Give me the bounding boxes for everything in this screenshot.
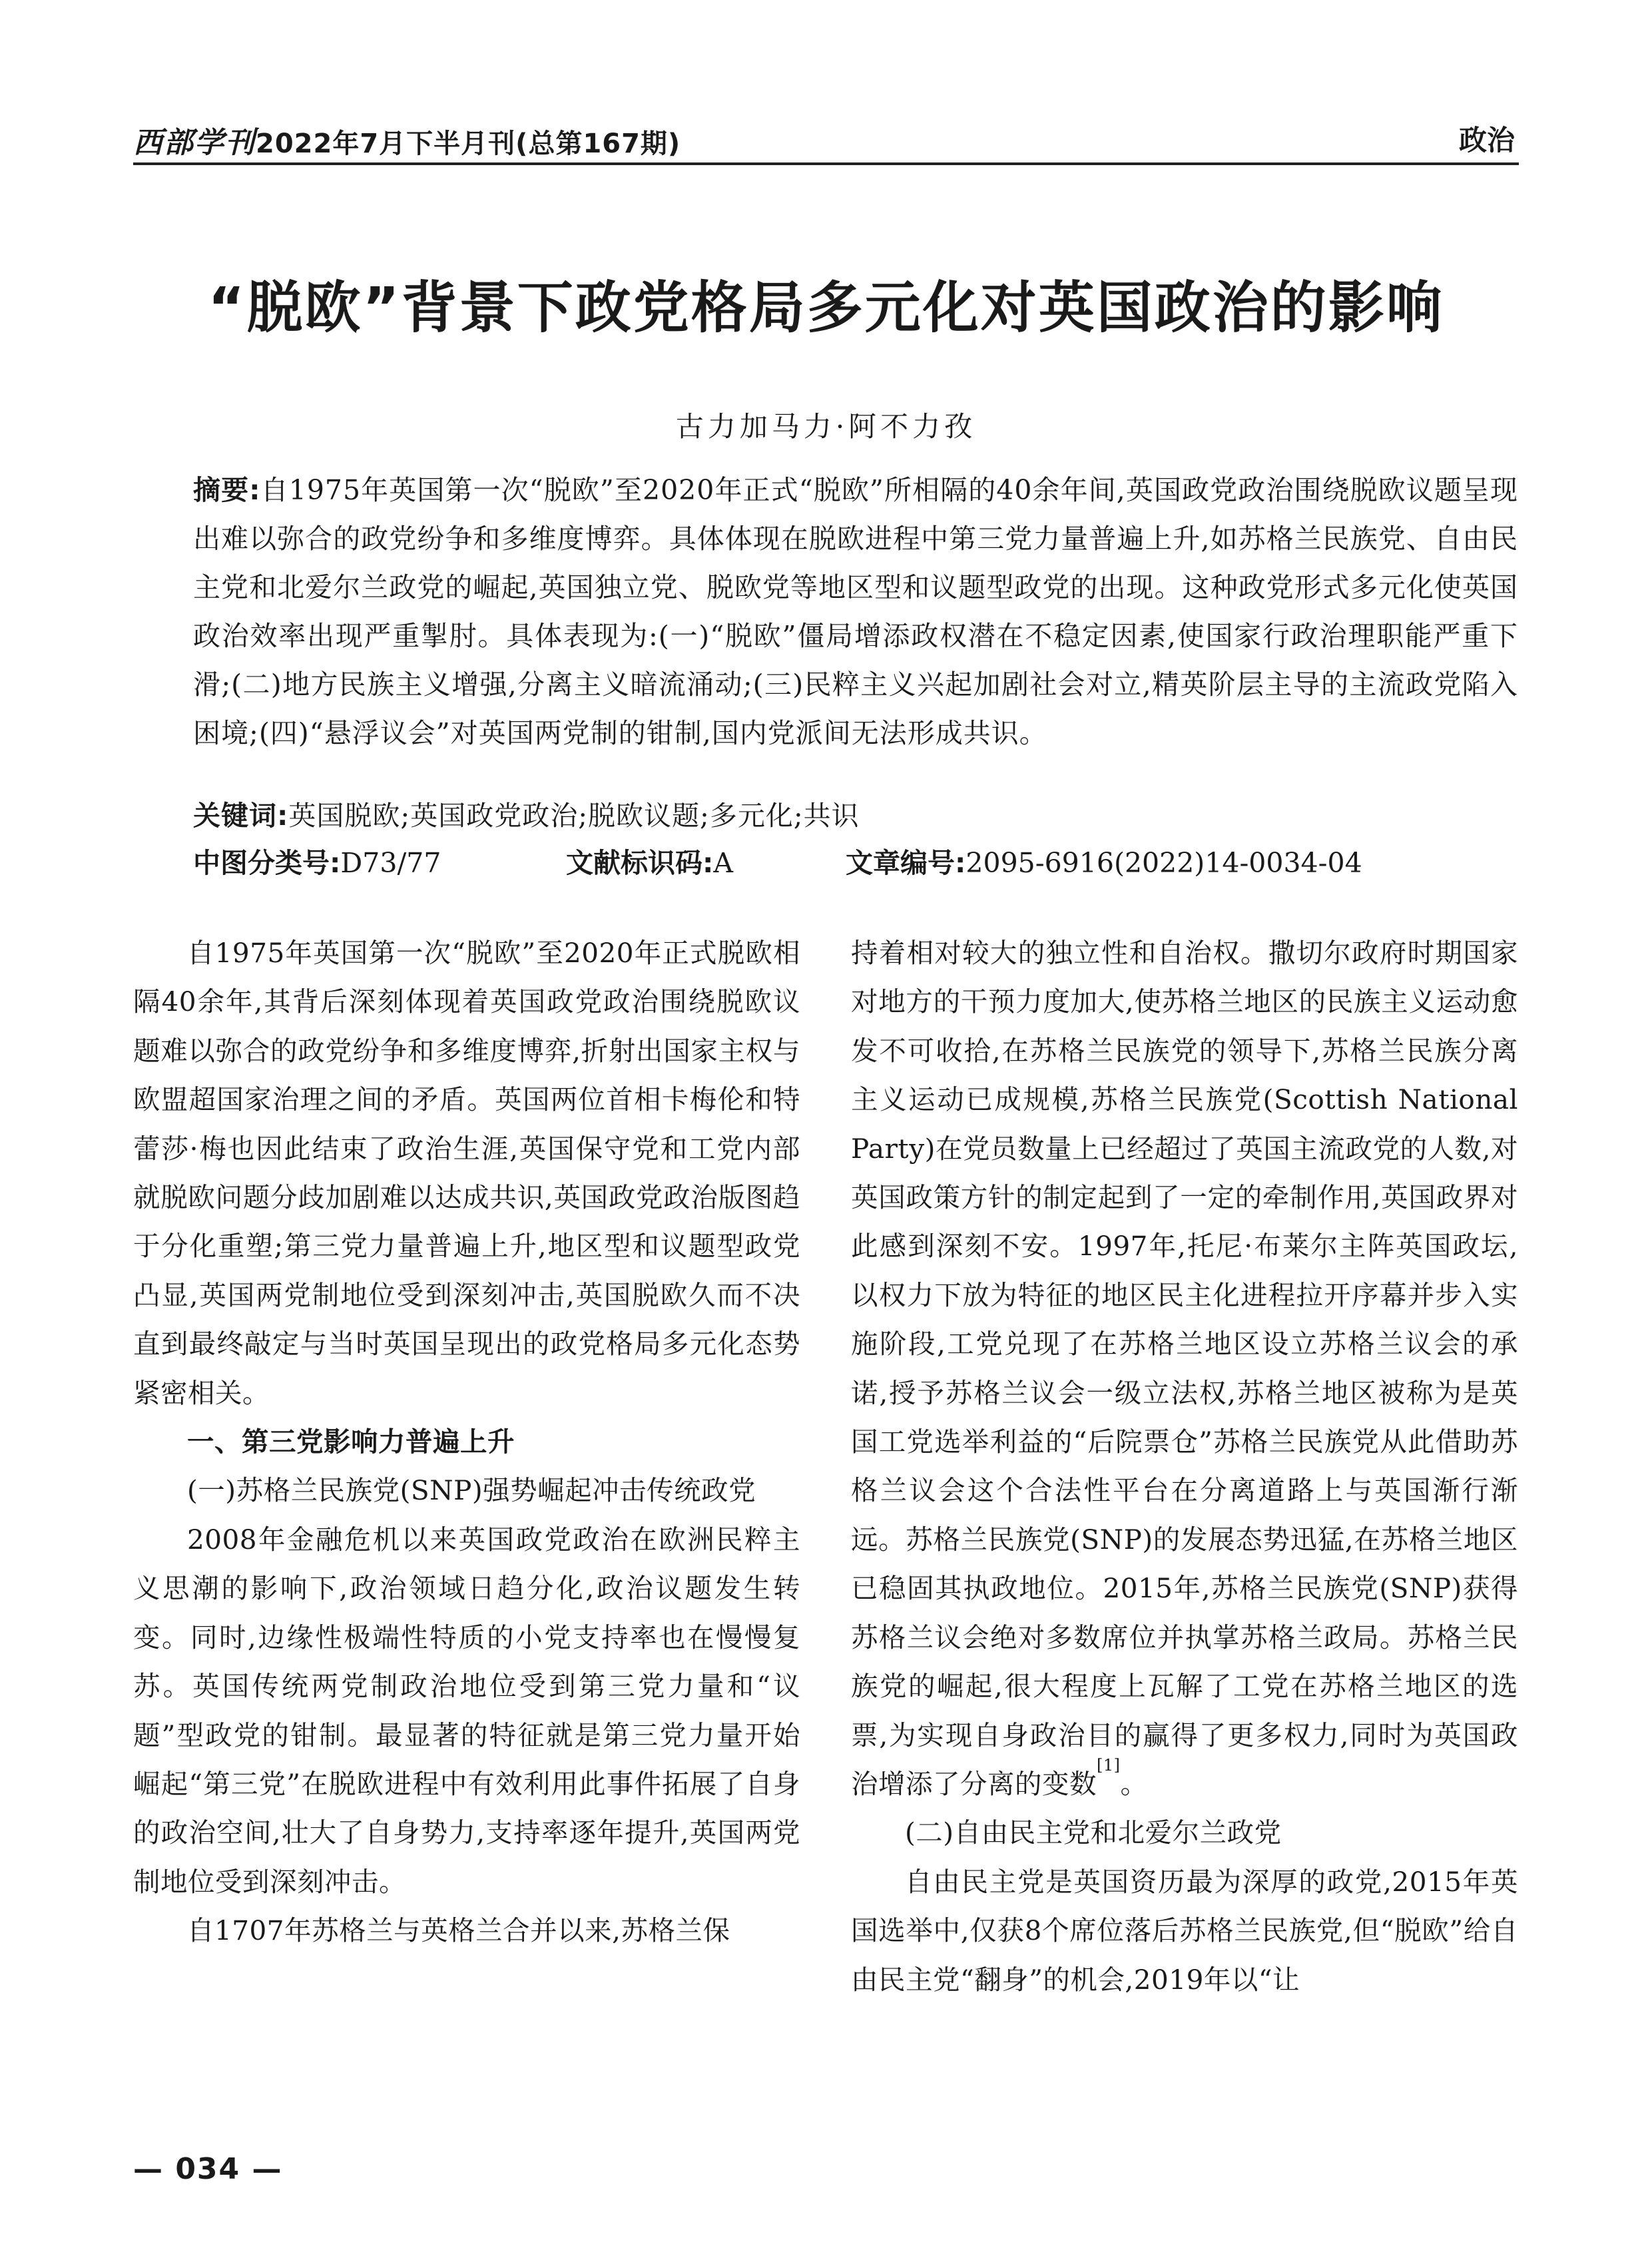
body-column-left [133,929,800,1956]
doc-value: A [713,847,734,879]
keywords-text: 英国脱欧;英国政党政治;脱欧议题;多元化;共识 [288,800,860,832]
paragraph-1707-end: 。 [1120,1767,1148,1800]
keywords-label: 关键词: [193,800,289,832]
subsection-heading-snp: (一)苏格兰民族党(SNP)强势崛起冲击传统政党 [187,1474,756,1507]
article-title: “脱欧”背景下政党格局多元化对英国政治的影响 [208,275,1444,340]
journal-name: 西部学刊 [133,126,256,160]
paragraph-libdem: 自由民主党是英国资历最为深厚的政党,2015年英国选举中,仅获8个席位落后苏格兰民族党,但“脱欧”给自由民主党“翻身”的机会,2019年以“让 [851,1865,1518,1996]
section-label: 政治 [1458,124,1515,156]
paragraph-1707: 自1707年苏格兰与英格兰合并以来,苏格兰保 [187,1914,730,1947]
clc-code [193,843,566,883]
paragraph-intro: 自1975年英国第一次“脱欧”至2020年正式脱欧相隔40余年,其背后深刻体现着英国政党政治围绕脱欧议题难以弥合的政党纷争和多维度博弈,折射出国家主权与欧盟超国家治理之间的矛盾。英国两位首相卡梅伦和特蕾莎·梅也因此结束了政治生涯,英国保守党和工党内部就脱欧问题分歧加剧难以达成共识,英国政党政治版图趋于分化重塑;第三党力量普遍上升,地区型和议题型政党凸显,英国两党制地位受到深刻冲击,英国脱欧久而不决直到最终敲定与当时英国呈现出的政党格局多元化态势紧密相关。 [133,937,800,1409]
abstract [193,466,1518,758]
abstract-label: 摘要: [193,474,261,506]
paragraph-1707-continued [851,929,1518,1809]
keywords [193,796,1518,836]
doc-code [566,843,846,883]
clc-value: D73/77 [340,847,441,879]
paragraph-2008: 2008年金融危机以来英国政党政治在欧洲民粹主义思潮的影响下,政治领域日趋分化,政治议题发生转变。同时,边缘性极端性特质的小党支持率也在慢慢复苏。英国传统两党制政治地位受到第三党力量和“议题”型政党的钳制。最显著的特征就是第三党力量开始崛起“第三党”在脱欧进程中有效利用此事件拓展了自身的政治空间,壮大了自身势力,支持率逐年提升,英国两党制地位受到深刻冲击。 [133,1523,800,1898]
subsection-heading-libdem: (二)自由民主党和北爱尔兰政党 [905,1817,1282,1849]
doc-label: 文献标识码: [566,847,714,879]
paragraph-1707-text: 持着相对较大的独立性和自治权。撒切尔政府时期国家对地方的干预力度加大,使苏格兰地区的民族主义运动愈发不可收拾,在苏格兰民族党的领导下,苏格兰民族分离主义运动已成规模,苏格兰民族党(Scottish National Party)在党员数量上已经超过了英国主流政党的人数,对英国政策方针的制定起到了一定的牵制作用,英国政界对此感到深刻不安。1997年,托尼·布莱尔主阵英国政坛,以权力下放为特征的地区民主化进程拉开序幕并步入实施阶段,工党兑现了在苏格兰地区设立苏格兰议会的承诺,授予苏格兰议会一级立法权,苏格兰地区被称为是英国工党选举利益的“后院票仓”苏格兰民族党从此借助苏格兰议会这个合法性平台在分离道路上与英国渐行渐远。苏格兰民族党(SNP)的发展态势迅猛,在苏格兰地区已稳固其执政地位。2015年,苏格兰民族党(SNP)获得苏格兰议会绝对多数席位并执掌苏格兰政局。苏格兰民族党的崛起,很大程度上瓦解了工党在苏格兰地区的选票,为实现自身政治目的赢得了更多权力,同时为英国政治增添了分离的变数 [851,937,1518,1800]
page-number: — 034 — [133,2152,283,2186]
art-label: 文章编号: [846,847,966,879]
art-value: 2095-6916(2022)14-0034-04 [965,847,1362,879]
article-number [846,843,1362,883]
clc-label: 中图分类号: [193,847,341,879]
abstract-text: 自1975年英国第一次“脱欧”至2020年正式“脱欧”所相隔的40余年间,英国政党政治围绕脱欧议题呈现出难以弥合的政党纷争和多维度博弈。具体体现在脱欧进程中第三党力量普遍上升,如苏格兰民族党、自由民主党和北爱尔兰政党的崛起,英国独立党、脱欧党等地区型和议题型政党的出现。这种政党形式多元化使英国政治效率出现严重掣肘。具体表现为:(一)“脱欧”僵局增添政权潜在不稳定因素,使国家行政治理职能严重下滑;(二)地方民族主义增强,分离主义暗流涌动;(三)民粹主义兴起加剧社会对立,精英阶层主导的主流政党陷入困境;(四)“悬浮议会”对英国两党制的钳制,国内党派间无法形成共识。 [193,474,1518,749]
author-name: 古力加马力·阿不力孜 [675,410,977,443]
issue-info: 2022年7月下半月刊(总第167期) [256,129,681,159]
header-rule [133,162,1519,165]
running-header [133,119,681,158]
classification-info [193,843,1518,883]
section-heading-1: 一、第三党影响力普遍上升 [187,1426,515,1458]
body-column-right [851,929,1518,2004]
citation-1: [1] [1097,1755,1121,1775]
